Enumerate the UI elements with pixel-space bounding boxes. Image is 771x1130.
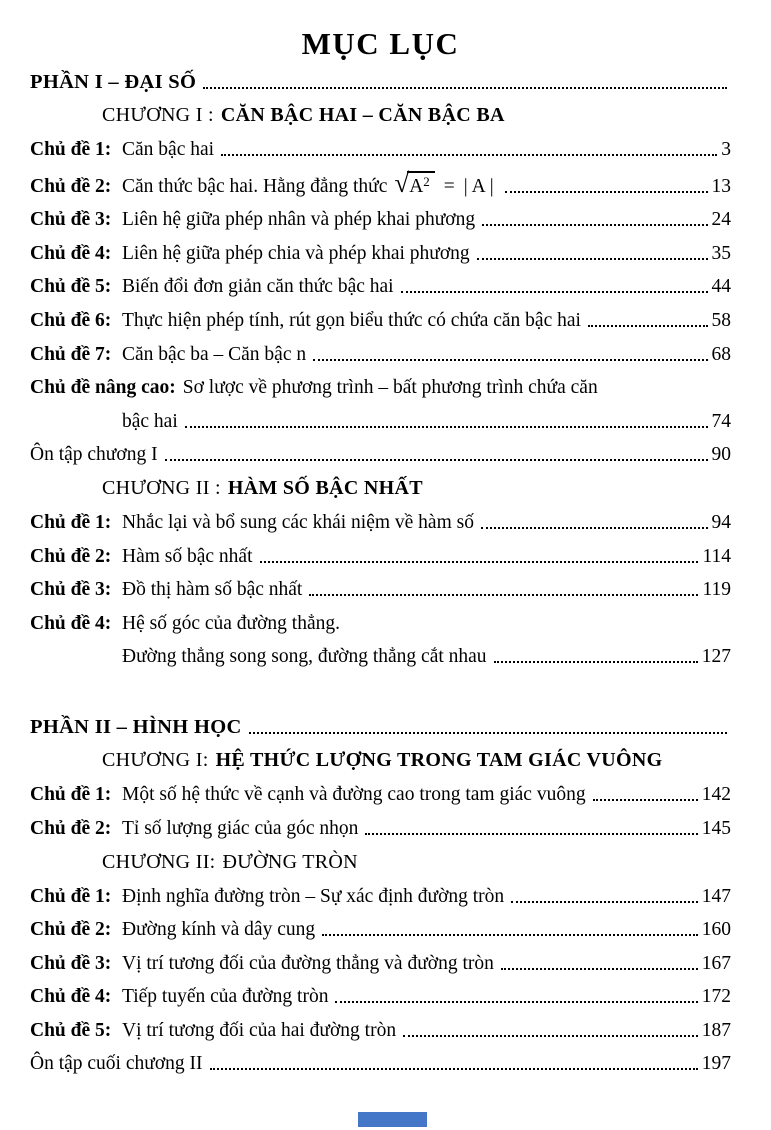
footer-blue-bar [358,1112,427,1127]
toc-entry [30,375,731,400]
toc-chapter-heading [30,850,731,875]
dot-leader [249,732,727,734]
dot-leader [403,1035,698,1037]
entry-label: Chủ đề 3: [30,209,112,231]
sqrt-formula [394,167,498,199]
table-of-contents [30,70,731,1076]
toc-entry-continuation [30,409,731,434]
page-number: 94 [711,511,731,533]
page-number: 142 [701,784,731,806]
entry-label: Chủ đề 1: [30,139,112,160]
entry-text: Liên hệ giữa phép chia và phép khai phương [122,242,470,264]
dot-leader [335,1001,697,1003]
page-number: 3 [721,139,731,160]
entry-label: Chủ đề 2: [30,545,112,567]
page-number: 172 [701,986,731,1008]
entry-label: Chủ đề 5: [30,276,112,298]
dot-leader [313,359,707,361]
entry-label: Chủ đề 4: [30,612,112,634]
entry-text: Tỉ số lượng giác của góc nhọn [122,817,359,839]
entry-label: Chủ đề 5: [30,1019,112,1041]
dot-leader [494,661,698,663]
page-number: 114 [702,545,731,567]
document-title: MỤC LỤC [301,26,460,61]
toc-part-heading [30,715,731,740]
equals-sign: = [443,175,455,197]
toc-entry [30,884,731,909]
entry-text: Căn thức bậc hai. Hằng đẳng thức [122,175,388,197]
entry-text: PHẦN I – ĐẠI SỐ [30,71,197,93]
toc-chapter-heading [30,476,731,501]
page-number: 127 [701,646,731,668]
entry-text: Căn bậc ba – Căn bậc n [122,343,307,365]
toc-entry [30,510,731,535]
entry-label: Chủ đề 3: [30,952,112,974]
entry-label: Chủ đề 4: [30,242,112,264]
dot-leader [165,459,708,461]
toc-entry [30,274,731,299]
dot-leader [221,154,717,156]
toc-entry [30,167,731,199]
toc-chapter-heading [30,103,731,128]
chapter-prefix: CHƯƠNG II: [102,850,216,873]
toc-entry [30,917,731,942]
dot-leader [260,561,699,563]
entry-text: Hệ số góc của đường thẳng. [122,612,340,634]
chapter-title: HÀM SỐ BẬC NHẤT [227,476,423,499]
toc-part-heading [30,70,731,95]
radicand-exponent: 2 [423,173,430,189]
dot-leader [203,87,727,89]
entry-text: Căn bậc hai [122,139,215,160]
entry-label: Chủ đề 4: [30,986,112,1008]
page-number: 68 [711,343,731,365]
dot-leader [501,968,698,970]
page-number: 187 [701,1019,731,1041]
entry-text: Nhắc lại và bổ sung các khái niệm về hàm số [122,511,474,533]
chapter-prefix: CHƯƠNG II : [102,476,221,499]
page-number: 58 [711,309,731,331]
toc-entry [30,241,731,266]
entry-label: Chủ đề 2: [30,919,112,941]
dot-leader [365,833,697,835]
radicand-base: A [409,175,424,197]
entry-text: Thực hiện phép tính, rút gọn biểu thức có chứa căn bậc hai [122,309,581,331]
page-number: 197 [701,1053,731,1075]
toc-plain-entry [30,1051,731,1076]
entry-text: Một số hệ thức về cạnh và đường cao trong tam giác vuông [122,784,586,806]
dot-leader [593,799,698,801]
entry-text: Ôn tập chương I [30,444,158,466]
dot-leader [477,258,708,260]
entry-text: Hàm số bậc nhất [122,545,253,567]
entry-text: Đường kính và dây cung [122,919,316,941]
dot-leader [322,934,698,936]
dot-leader [482,224,707,226]
sqrt-symbol: √ [394,167,410,198]
chapter-title: HỆ THỨC LƯỢNG TRONG TAM GIÁC VUÔNG [215,749,663,772]
page-number: 74 [711,410,731,432]
toc-entry [30,816,731,841]
toc-plain-entry [30,442,731,467]
entry-text: Sơ lược về phương trình – bất phương trình chứa căn [182,377,598,399]
entry-text: Đồ thị hàm số bậc nhất [122,579,303,601]
chapter-title: CĂN BẬC HAI – CĂN BẬC BA [220,104,505,126]
toc-entry [30,308,731,333]
dot-leader [505,191,708,193]
entry-label: Chủ đề 1: [30,784,112,806]
dot-leader [210,1068,698,1070]
entry-text: Ôn tập cuối chương II [30,1053,203,1075]
entry-label: Chủ đề 3: [30,579,112,601]
toc-entry [30,342,731,367]
toc-entry [30,1018,731,1043]
entry-text: Tiếp tuyến của đường tròn [122,986,329,1008]
toc-entry [30,544,731,569]
entry-label: Chủ đề nâng cao: [30,377,176,399]
dot-leader [481,527,708,529]
entry-text: Biến đổi đơn giản căn thức bậc hai [122,276,394,298]
page-number: 167 [701,952,731,974]
entry-label: Chủ đề 6: [30,309,112,331]
page-number: 160 [701,919,731,941]
toc-entry [30,951,731,976]
entry-label: Chủ đề 7: [30,343,112,365]
absolute-value: |A| [463,175,498,197]
page-number: 145 [701,817,731,839]
dot-leader [401,291,708,293]
entry-label: Chủ đề 2: [30,175,112,197]
toc-entry [30,207,731,232]
page-number: 24 [711,209,731,231]
entry-text: Liên hệ giữa phép nhân và phép khai phương [122,209,476,231]
radicand [407,171,435,199]
chapter-prefix: CHƯƠNG I : [102,104,214,126]
entry-text: bậc hai [122,410,178,432]
toc-entry [30,611,731,636]
toc-entry [30,782,731,807]
dot-leader [511,901,698,903]
toc-entry [30,577,731,602]
entry-text: Đường thẳng song song, đường thẳng cắt nhau [122,646,487,668]
page-number: 147 [701,885,731,907]
page-number: 119 [702,579,731,601]
page-number: 13 [711,175,731,197]
entry-text: PHẦN II – HÌNH HỌC [30,716,242,739]
entry-text: Định nghĩa đường tròn – Sự xác định đường tròn [122,885,505,907]
entry-text: Vị trí tương đối của đường thẳng và đường tròn [122,952,494,974]
page-number: 90 [711,444,731,466]
toc-entry [30,984,731,1009]
entry-label: Chủ đề 1: [30,511,112,533]
dot-leader [588,325,708,327]
toc-chapter-heading [30,748,731,773]
chapter-prefix: CHƯƠNG I: [102,749,209,772]
entry-label: Chủ đề 1: [30,885,112,907]
page-number: 35 [711,242,731,264]
entry-label: Chủ đề 2: [30,817,112,839]
dot-leader [309,594,698,596]
chapter-title: ĐƯỜNG TRÒN [222,850,358,873]
entry-text: Vị trí tương đối của hai đường tròn [122,1019,397,1041]
dot-leader [185,426,708,428]
toc-entry-continuation [30,644,731,669]
toc-entry [30,137,731,162]
page-number: 44 [711,276,731,298]
